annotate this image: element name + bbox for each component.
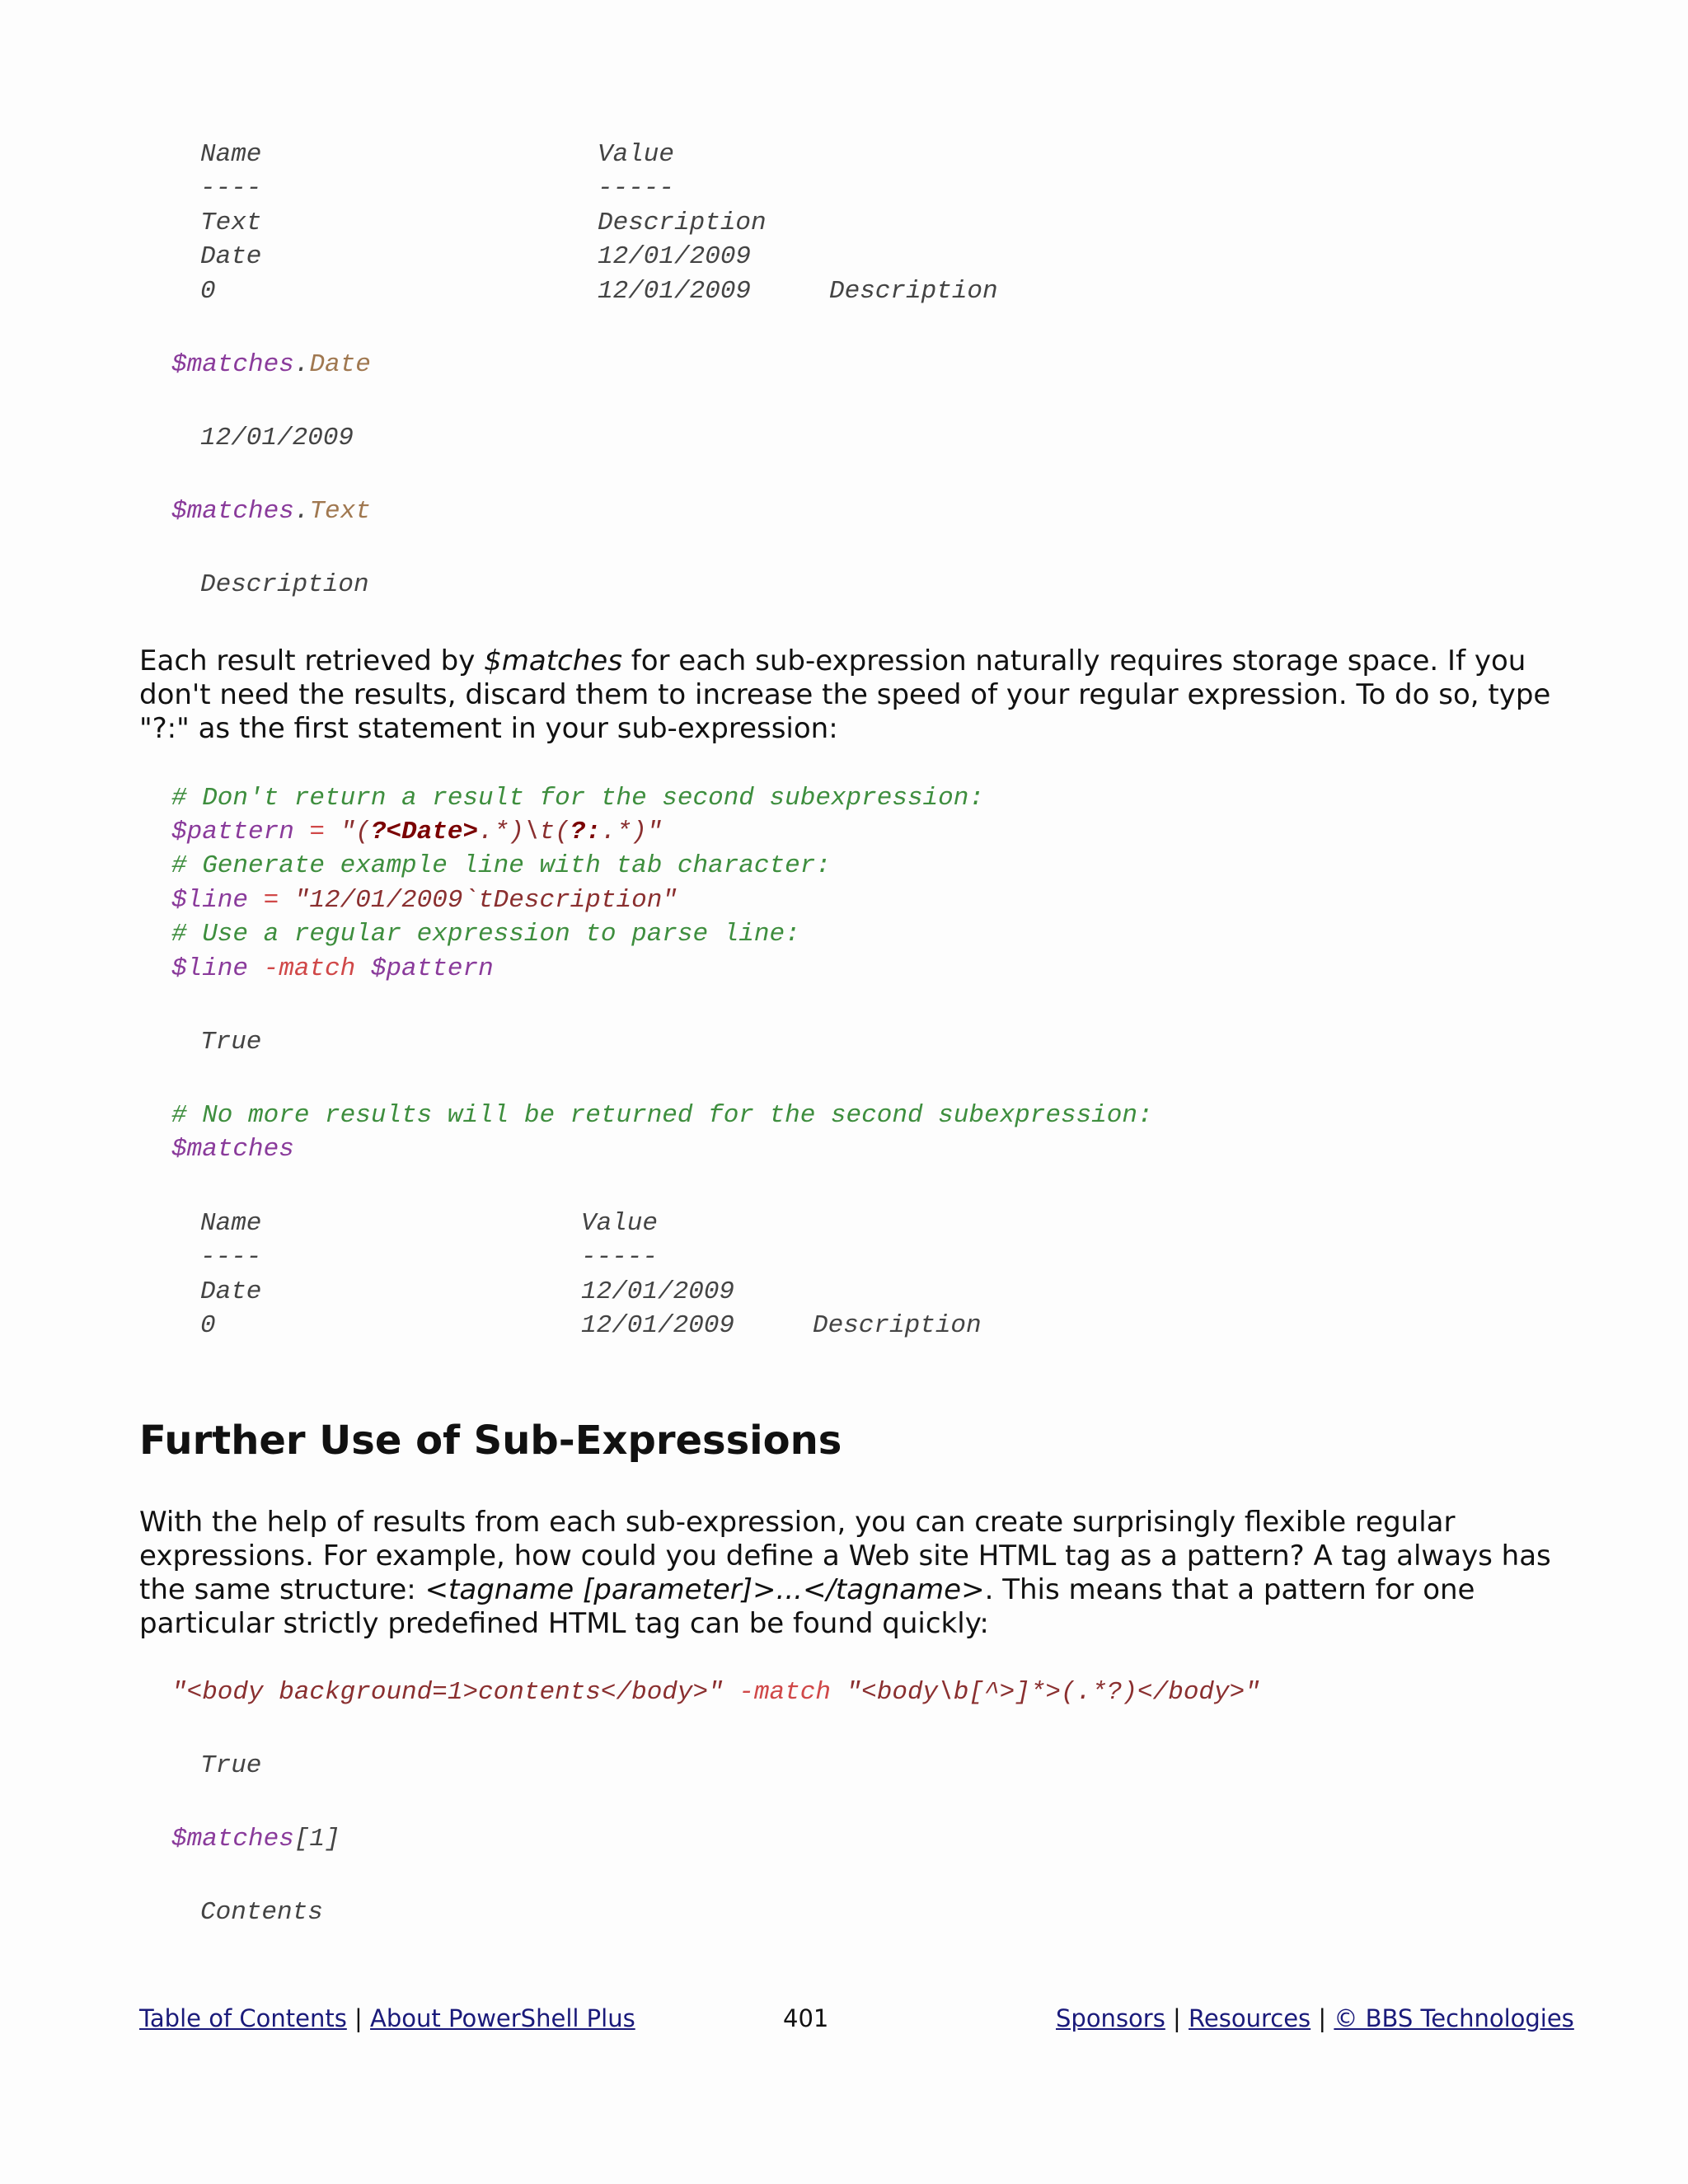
footer-separator: | <box>346 2004 371 2032</box>
code-matches-index <box>171 1822 340 1856</box>
code-comment: # No more results will be returned for the second subexpression: <box>171 1101 1153 1130</box>
table1-rule-value: ----- <box>598 174 675 203</box>
code-string: .*)\t( <box>478 818 570 846</box>
code-operator: = <box>248 886 294 915</box>
table1-header-value: Value <box>598 140 675 169</box>
code-string-bold: ?<Date> <box>370 818 479 846</box>
footer-left <box>139 2004 635 2032</box>
table2-row-value: 12/01/2009 <box>581 1311 735 1340</box>
table1-row-value: 12/01/2009 <box>598 277 752 306</box>
table2-row-name: 0 <box>200 1311 216 1340</box>
code-variable: $matches <box>171 497 294 526</box>
code-line-assign <box>171 883 678 917</box>
footer-right <box>1056 2004 1574 2032</box>
table2-row-name: Date <box>200 1277 262 1306</box>
paragraph-storage <box>139 644 1557 746</box>
code-string: "<body background=1>contents</body>" <box>171 1678 724 1707</box>
table2-row-value: 12/01/2009 <box>581 1277 735 1306</box>
code-variable: $line <box>171 886 249 915</box>
code-comment: # Generate example line with tab character: <box>171 851 831 880</box>
code-string: "( <box>340 818 371 846</box>
sponsors-link[interactable]: Sponsors <box>1056 2004 1165 2032</box>
table2-rule-value: ----- <box>581 1243 659 1272</box>
footer-separator: | <box>1311 2004 1334 2032</box>
code-variable: $matches <box>171 350 294 379</box>
code-variable: $matches <box>171 1825 294 1854</box>
code-matches-text <box>171 494 371 528</box>
output-true: True <box>200 1028 262 1057</box>
code-string: .*)" <box>600 818 663 846</box>
code-index: [1] <box>293 1825 340 1854</box>
code-comment: # Don't return a result for the second subexpression: <box>171 784 984 813</box>
paragraph-text: Each result retrieved by <box>139 644 485 677</box>
table1-row-name: Text <box>200 209 262 237</box>
paragraph-text: With the help of results from each sub-expression, you can create surprisingly flexible regular expressions. For example, how could you define a Web site HTML tag as a pattern? A tag always has the same structure: <box>139 1506 1551 1606</box>
code-string-bold: ?: <box>570 818 601 846</box>
page-number: 401 <box>783 2004 829 2032</box>
bbs-technologies-link[interactable]: © BBS Technologies <box>1334 2004 1574 2032</box>
output-true: True <box>200 1751 262 1780</box>
output-contents: Contents <box>200 1898 323 1927</box>
paragraph-subexpressions <box>139 1506 1557 1641</box>
table-of-contents-link[interactable]: Table of Contents <box>139 2004 347 2032</box>
code-dot: . <box>293 497 310 526</box>
section-heading: Further Use of Sub-Expressions <box>139 1418 842 1464</box>
code-variable: $pattern <box>171 818 294 846</box>
table2-header-value: Value <box>581 1209 659 1238</box>
table2-rule-name: ---- <box>200 1243 262 1272</box>
code-string: "12/01/2009`tDescription" <box>293 886 678 915</box>
code-dot: . <box>293 350 310 379</box>
code-variable: $line <box>171 954 249 983</box>
code-variable: $matches <box>171 1135 294 1164</box>
code-line-pattern <box>171 815 662 849</box>
about-powershell-plus-link[interactable]: About PowerShell Plus <box>370 2004 635 2032</box>
table1-row-value: Description <box>598 209 767 237</box>
table2-row-extra: Description <box>813 1311 982 1340</box>
table1-header-name: Name <box>200 140 262 169</box>
table1-row-value: 12/01/2009 <box>598 242 752 271</box>
code-operator: -match <box>723 1678 846 1707</box>
paragraph-italic: <tagname [parameter]>...</tagname> <box>424 1573 985 1606</box>
footer-separator: | <box>1165 2004 1189 2032</box>
paragraph-text: for each sub-expression naturally requires storage space. If you don't need the results, discard them to increase the speed of your regular expression. To do so, type "?:" as the first statement in your sub-expression: <box>139 644 1551 745</box>
table2-header-name: Name <box>200 1209 262 1238</box>
code-operator: -match <box>248 954 371 983</box>
resources-link[interactable]: Resources <box>1189 2004 1311 2032</box>
code-variable: $pattern <box>370 954 494 983</box>
table1-row-extra: Description <box>829 277 998 306</box>
output-date: 12/01/2009 <box>200 424 354 452</box>
table1-row-name: Date <box>200 242 262 271</box>
code-property: Date <box>309 350 371 379</box>
paragraph-text: . This means that a pattern for one particular strictly predefined HTML tag can be found quickly: <box>139 1573 1475 1640</box>
paragraph-italic: $matches <box>484 644 622 677</box>
code-property: Text <box>309 497 371 526</box>
output-text: Description <box>200 570 369 599</box>
code-comment: # Use a regular expression to parse line: <box>171 920 800 949</box>
code-operator: = <box>293 818 340 846</box>
code-string: "<body\b[^>]*>(.*?)</body>" <box>846 1678 1260 1707</box>
table1-row-name: 0 <box>200 277 216 306</box>
code-line-body-match <box>171 1675 1260 1709</box>
code-matches-date <box>171 348 371 382</box>
code-line-match <box>171 952 494 986</box>
table1-rule-name: ---- <box>200 174 262 203</box>
